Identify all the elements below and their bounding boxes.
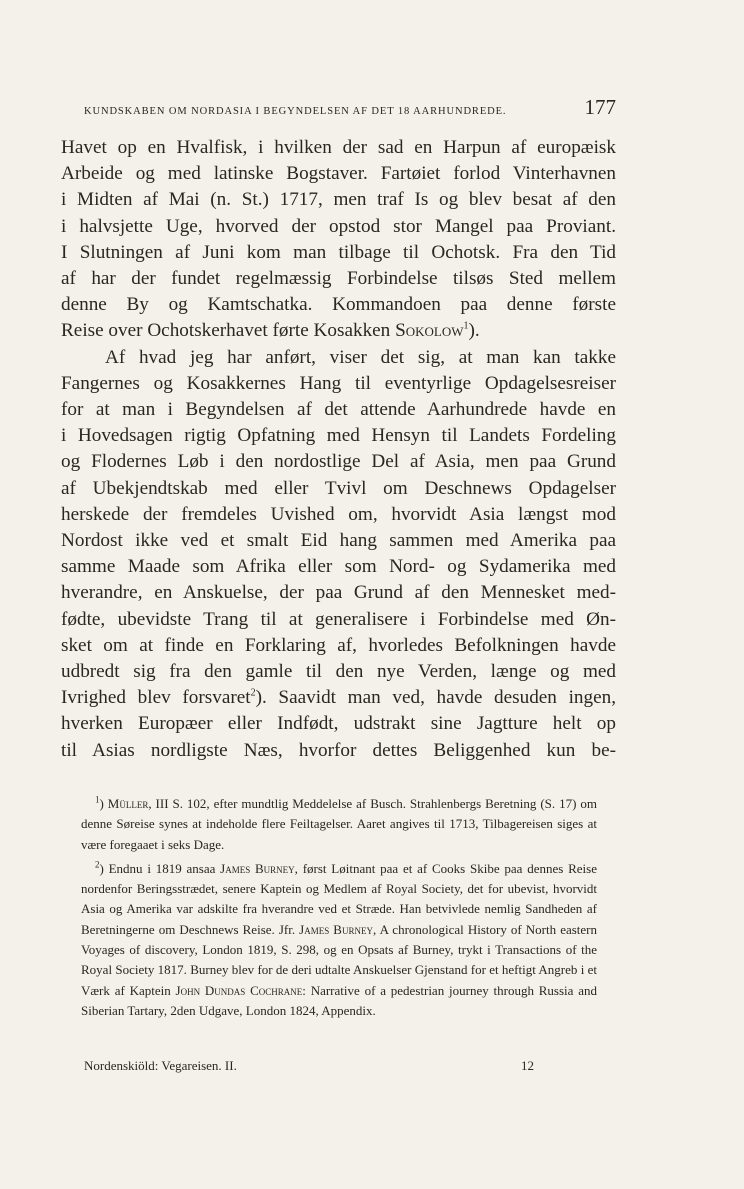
body-text: [61, 135, 616, 764]
line: til Asias nordligste Næs, hvorfor dettes Beliggenhed kun be-: [61, 739, 616, 761]
line: Arbeide og med latinske Bogstaver. Fartøiet forlod Vinterhavnen: [61, 163, 616, 185]
line: [61, 318, 616, 344]
line: og Flodernes Løb i den nordostlige Del af Asia, men paa Grund: [61, 451, 616, 473]
line: [61, 685, 616, 711]
line: i Hovedsagen rigtig Opfatning med Hensyn til Landets Fordeling: [61, 425, 616, 447]
footnote-ref[interactable]: 1: [463, 321, 469, 333]
line: herskede der fremdeles Uvished om, hvorvidt Asia længst mod: [61, 503, 616, 525]
line: hverken Europæer eller Indfødt, udstrakt sine Jagtture helt op: [61, 713, 616, 735]
footnote-2: $^2$) Endnu i 1819 ansaa James Burney, først Løitnant paa et af Cooks Skibe paa dennes Reise nordenfor Beringsstrædet, senere Kaptein og Medlem af Royal Society, det for ubevist, hvorvidt Asia og Amerika var adskilte fra hverandre ved et Stræde. Han betvivlede nemlig Sandheden af Beretningerne om Deschnews Reise. Jfr. James Burney, A chronological History of North eastern Voyages of discovery, London 1819, S. 298, og en Opsats af Burney, trykt i Transactions of the Royal Society 1817. Burney blev for de deri udtalte Anskuelser Gjenstand for et heftigt Angreb i et Værk af Kaptein John Dundas Cochrane: Narrative of a pedestrian journey through Russia and Siberian Tartary, 2den Udgave, London 1824, Appendix.: [81, 859, 598, 1018]
paragraph-first-line: Af hvad jeg har anført, viser det sig, at man kan takke: [105, 346, 616, 368]
running-header: [84, 95, 616, 120]
line: udbredt sig fra den gamle til den nye Verden, længe og med: [61, 661, 616, 683]
line: af har der fundet regelmæssig Forbindelse tilsøs Sted mellem: [61, 268, 616, 290]
author-name: John Dundas Cochrane: [175, 982, 303, 998]
line: i Midten af Mai (n. St.) 1717, men traf Is og blev besat af den: [61, 189, 616, 211]
author-name: James Burney: [220, 860, 295, 876]
running-title: KUNDSKABEN OM NORDASIA I BEGYNDELSEN AF DET 18 AARHUNDREDE.: [84, 106, 507, 117]
line: i halvsjette Uge, hvorved der opstod stor Mangel paa Proviant.: [61, 215, 616, 237]
author-name: Müller: [107, 796, 149, 811]
line: samme Maade som Afrika eller som Nord- og Sydamerika med: [61, 556, 616, 578]
line-text: Reise over Ochotskerhavet førte Kosakken: [61, 320, 396, 342]
line: Havet op en Hvalfisk, i hvilken der sad en Harpun af europæisk: [61, 137, 616, 158]
footnote-number: 2: [95, 859, 100, 870]
line: denne By og Kamtschatka. Kommandoen paa denne første: [61, 294, 616, 316]
page-number: 177: [584, 95, 616, 119]
page-footer: [84, 1058, 534, 1074]
footnote-text: , III S. 102, efter mundtlig Meddelelse af Busch. Strahlenbergs Beretning (S. 17) om denne Søreise synes at indeholde flere Feiltagelser. Aaret angives til 1713, Tilbagereisen siges at være foregaaet i seks Dage.: [81, 796, 597, 852]
sheet-number: 12: [521, 1058, 534, 1073]
line: sket om at finde en Forklaring af, hvorledes Befolkningen havde: [61, 634, 616, 656]
line: fødte, ubevidste Trang til at generalisere i Forbindelse med Øn-: [61, 608, 616, 630]
footnote-text: , A chronological History of North eastern Voyages of discovery, London 1819, S. 298, og en Opsats af Burney, trykt i Transactions of the Royal Society 1817. Burney blev for de deri udtalte Anskuelser Gjenstand for et heftigt Angreb i et Værk af Kaptein: [81, 921, 597, 998]
line: I Slutningen af Juni kom man tilbage til Ochotsk. Fra den Tid: [61, 241, 616, 263]
line-text: ). Saavidt man ved, havde desuden ingen,: [255, 687, 616, 709]
line: Nordost ikke ved et smalt Eid hang sammen med Amerika paa: [61, 530, 616, 552]
author-name: James Burney: [299, 921, 373, 937]
signature-mark: Nordenskiöld: Vegareisen. II.: [84, 1058, 237, 1073]
footnote-number: 1: [95, 794, 100, 805]
footnotes: [81, 794, 597, 1025]
person-name: Sokolow: [395, 320, 464, 342]
line: Fangernes og Kosakkernes Hang til eventyrlige Opdagelsesreiser: [61, 372, 616, 394]
footnote-ref[interactable]: 2: [250, 687, 256, 699]
footnote-text: : Narrative of a pedestrian journey through Russia and Siberian Tartary, 2den Udgave, London 1824, Appendix.: [81, 982, 598, 1018]
line-text: ).: [468, 320, 480, 342]
line-text: Ivrighed blev forsvaret: [61, 687, 251, 709]
footnote-text: Endnu i 1819 ansaa: [108, 860, 221, 876]
line: hverandre, en Anskuelse, der paa Grund af den Mennesket med-: [61, 582, 616, 604]
footnote-1: $^1$) Müller, III S. 102, efter mundtlig Meddelelse af Busch. Strahlenbergs Beretning (S. 17) om denne Søreise synes at indeholde flere Feiltagelser. Aaret angives til 1713, Tilbagereisen siges at være foregaaet i seks Dage.: [81, 794, 597, 852]
line: af Ubekjendtskab med eller Tvivl om Deschnews Opdagelser: [61, 477, 616, 499]
footnote-text: , først Løitnant paa et af Cooks Skibe paa dennes Reise nordenfor Beringsstrædet, senere Kaptein og Medlem af Royal Society, det for ubevist, hvorvidt Asia og Amerika var adskilte fra hverandre ved et Stræde. Han betvivlede nemlig Sandheden af Beretningerne om Deschnews Reise. Jfr.: [81, 860, 597, 937]
line: for at man i Begyndelsen af det attende Aarhundrede havde en: [61, 399, 616, 421]
